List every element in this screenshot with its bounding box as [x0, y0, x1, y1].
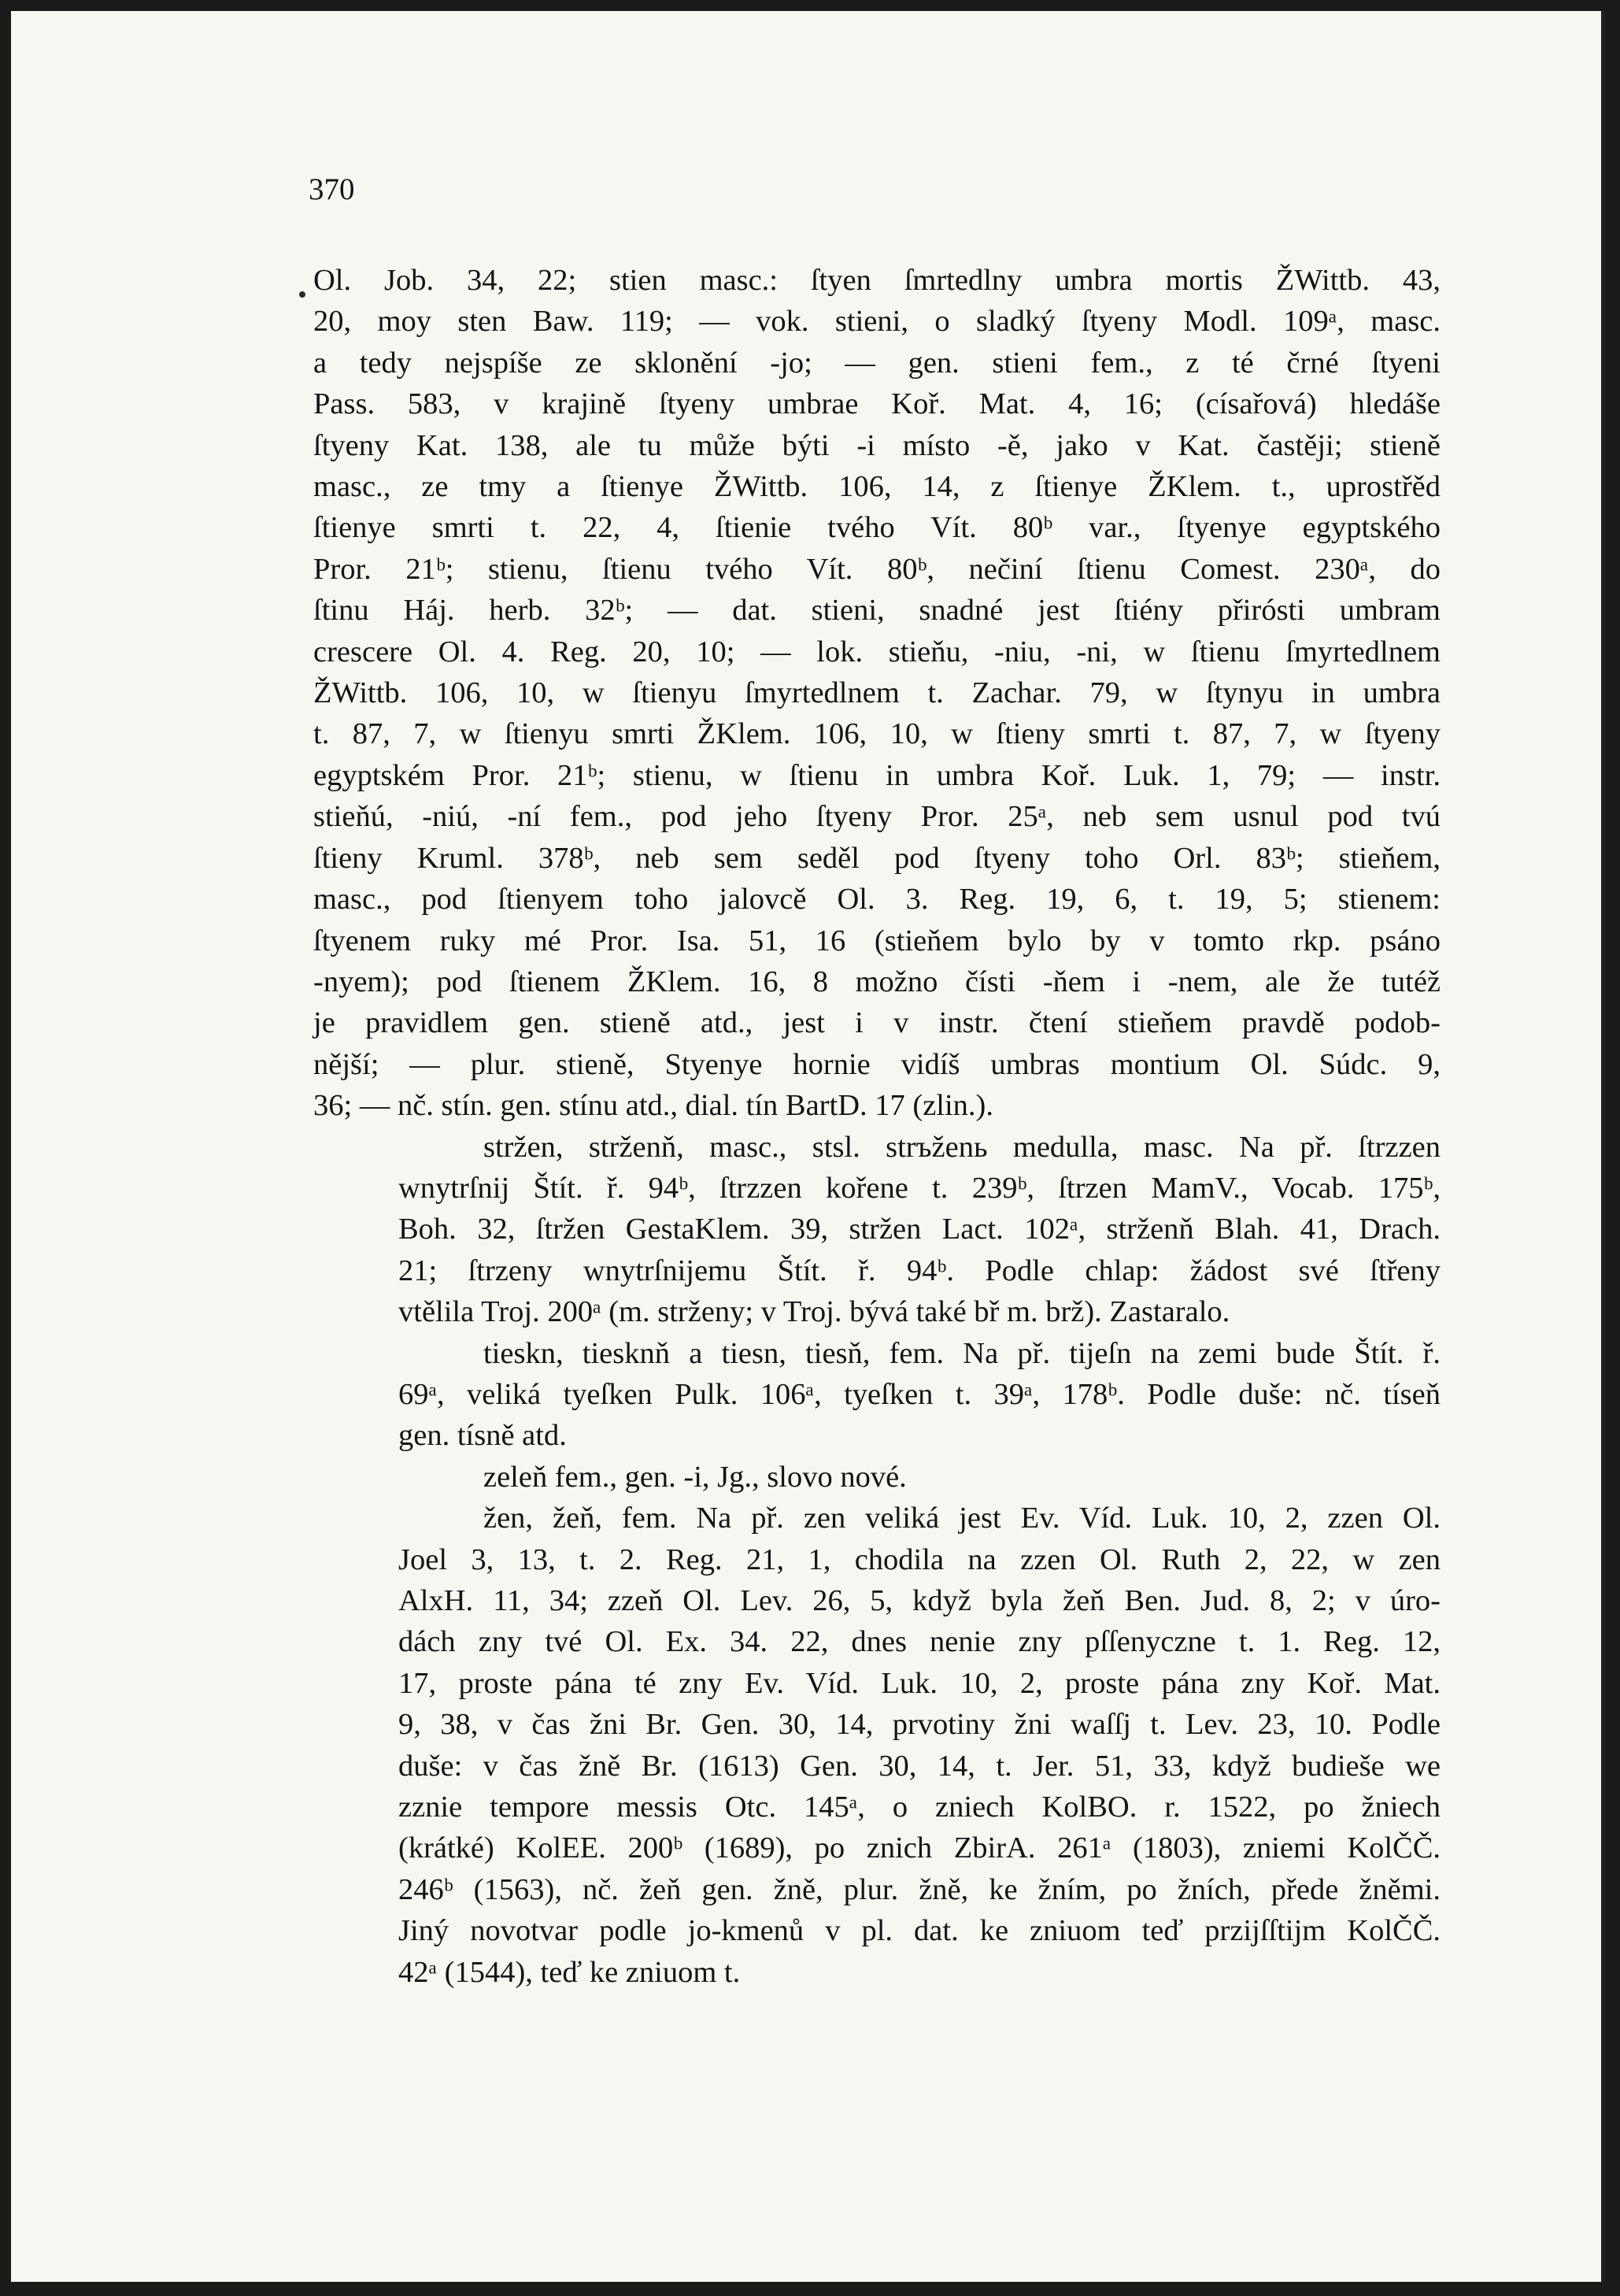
text-line: ſtinu Háj. herb. 32ᵇ; — dat. stieni, snadné jest ſtiény přirósti umbram	[313, 594, 1441, 628]
text-line: ſtyenem ruky mé Pror. Isa. 51, 16 (stieňem bylo by v tomto rkp. psáno	[313, 924, 1441, 957]
text-line: gen. tísně atd.	[398, 1419, 567, 1453]
text-line: ſtyeny Kat. 138, ale tu může býti -i místo -ě, jako v Kat. častěji; stieně	[313, 428, 1441, 462]
text-line: 9, 38, v čas žni Br. Gen. 30, 14, prvotiny žni waſſj t. Lev. 23, 10. Podle	[398, 1708, 1441, 1742]
text-line: 21; ſtrzeny wnytrſnijemu Štít. ř. 94ᵇ. Podle chlap: žádost své ſtřeny	[398, 1254, 1441, 1287]
text-line: egyptském Pror. 21ᵇ; stienu, w ſtienu in umbra Koř. Luk. 1, 79; — instr.	[313, 758, 1441, 792]
text-line: tieskn, tiesknň a tiesn, tiesň, fem. Na př. tijeſn na zemi bude Štít. ř.	[483, 1336, 1441, 1370]
text-line: stieňú, -niú, -ní fem., pod jeho ſtyeny Pror. 25ᵃ, neb sem usnul pod tvú	[313, 800, 1441, 834]
text-line: wnytrſnij Štít. ř. 94ᵇ, ſtrzzen kořene t. 239ᵇ, ſtrzen MamV., Vocab. 175ᵇ,	[398, 1171, 1441, 1205]
text-line: Pass. 583, v krajině ſtyeny umbrae Koř. Mat. 4, 16; (císařová) hledáše	[313, 387, 1441, 421]
text-line: masc., pod ſtienyem toho jalovcě Ol. 3. Reg. 19, 6, t. 19, 5; stienem:	[313, 883, 1441, 917]
paragraph	[313, 1127, 1441, 1333]
text-line: masc., ze tmy a ſtienye ŽWittb. 106, 14, z ſtienye ŽKlem. t., uprostřěd	[313, 470, 1441, 504]
text-line: Jiný novotvar podle jo-kmenů v pl. dat. ke zniuom teď przijſſtijm KolČČ.	[398, 1914, 1441, 1948]
text-line: nější; — plur. stieně, Styenye hornie vidíš umbras montium Ol. Súdc. 9,	[313, 1047, 1441, 1081]
paragraph	[313, 1498, 1441, 1993]
text-line: 42ᵃ (1544), teď ke zniuom t.	[398, 1955, 741, 1989]
text-line: a tedy nejspíše ze sklonění -jo; — gen. stieni fem., z té črné ſtyeni	[313, 346, 1441, 380]
dictionary-text	[313, 260, 1441, 1993]
text-line: vtělila Troj. 200ᵃ (m. strženy; v Troj. bývá také bř m. brž). Zastaralo.	[398, 1295, 1230, 1329]
text-line: 17, proste pána té zny Ev. Víd. Luk. 10, 2, proste pána zny Koř. Mat.	[398, 1666, 1441, 1700]
text-line: 246ᵇ (1563), nč. žeň gen. žně, plur. žně, ke žním, po žních, přede žněmi.	[398, 1872, 1441, 1906]
text-line: t. 87, 7, w ſtienyu smrti ŽKlem. 106, 10, w ſtieny smrti t. 87, 7, w ſtyeny	[313, 717, 1441, 751]
text-line: Boh. 32, ſtržen GestaKlem. 39, stržen Lact. 102ᵃ, strženň Blah. 41, Drach.	[398, 1213, 1441, 1246]
paragraph	[313, 1333, 1441, 1457]
text-line: (krátké) KolEE. 200ᵇ (1689), po znich ZbirA. 261ᵃ (1803), zniemi KolČČ.	[398, 1831, 1441, 1865]
text-line: zznie tempore messis Otc. 145ᵃ, o zniech KolBO. r. 1522, po žniech	[398, 1791, 1441, 1824]
paragraph	[313, 1457, 1441, 1498]
text-line: Ol. Job. 34, 22; stien masc.: ſtyen ſmrtedlny umbra mortis ŽWittb. 43,	[313, 264, 1441, 297]
text-line: ſtieny Kruml. 378ᵇ, neb sem seděl pod ſtyeny toho Orl. 83ᵇ; stieňem,	[313, 841, 1441, 875]
text-line: stržen, strženň, masc., stsl. strъženь medulla, masc. Na př. ſtrzzen	[483, 1130, 1441, 1164]
text-line: Pror. 21ᵇ; stienu, ſtienu tvého Vít. 80ᵇ, nečiní ſtienu Comest. 230ᵃ, do	[313, 552, 1441, 586]
ink-speck	[299, 291, 305, 298]
text-line: 20, moy sten Baw. 119; — vok. stieni, o sladký ſtyeny Modl. 109ᵃ, masc.	[313, 305, 1441, 339]
text-line: ſtienye smrti t. 22, 4, ſtienie tvého Vít. 80ᵇ var., ſtyenye egyptského	[313, 511, 1441, 545]
text-line: zeleň fem., gen. -i, Jg., slovo nové.	[483, 1460, 907, 1494]
text-line: crescere Ol. 4. Reg. 20, 10; — lok. stieňu, -niu, -ni, w ſtienu ſmyrtedlnem	[313, 635, 1441, 668]
text-line: 69ᵃ, veliká tyeſken Pulk. 106ᵃ, tyeſken t. 39ᵃ, 178ᵇ. Podle duše: nč. tíseň	[398, 1377, 1441, 1411]
paragraph	[313, 260, 1441, 1127]
text-line: AlxH. 11, 34; zzeň Ol. Lev. 26, 5, když byla žeň Ben. Jud. 8, 2; v úro-	[398, 1584, 1441, 1617]
text-line: je pravidlem gen. stieně atd., jest i v instr. čtení stieňem pravdě podob-	[313, 1006, 1441, 1040]
text-line: žen, žeň, fem. Na př. zen veliká jest Ev. Víd. Luk. 10, 2, zzen Ol.	[483, 1502, 1441, 1535]
page-number: 370	[309, 172, 355, 206]
text-line: Joel 3, 13, t. 2. Reg. 21, 1, chodila na zzen Ol. Ruth 2, 22, w zen	[398, 1542, 1441, 1576]
text-line: -nyem); pod ſtienem ŽKlem. 16, 8 možno čísti -ňem i -nem, ale že tutéž	[313, 965, 1441, 998]
text-line: duše: v čas žně Br. (1613) Gen. 30, 14, t. Jer. 51, 33, když budieše we	[398, 1749, 1441, 1783]
text-line: ŽWittb. 106, 10, w ſtienyu ſmyrtedlnem t. Zachar. 79, w ſtynyu in umbra	[313, 676, 1441, 710]
text-line: dách zny tvé Ol. Ex. 34. 22, dnes nenie zny pſſenyczne t. 1. Reg. 12,	[398, 1625, 1441, 1659]
text-line: 36; — nč. stín. gen. stínu atd., dial. tín BartD. 17 (zlin.).	[313, 1089, 993, 1123]
book-page	[11, 11, 1606, 2282]
